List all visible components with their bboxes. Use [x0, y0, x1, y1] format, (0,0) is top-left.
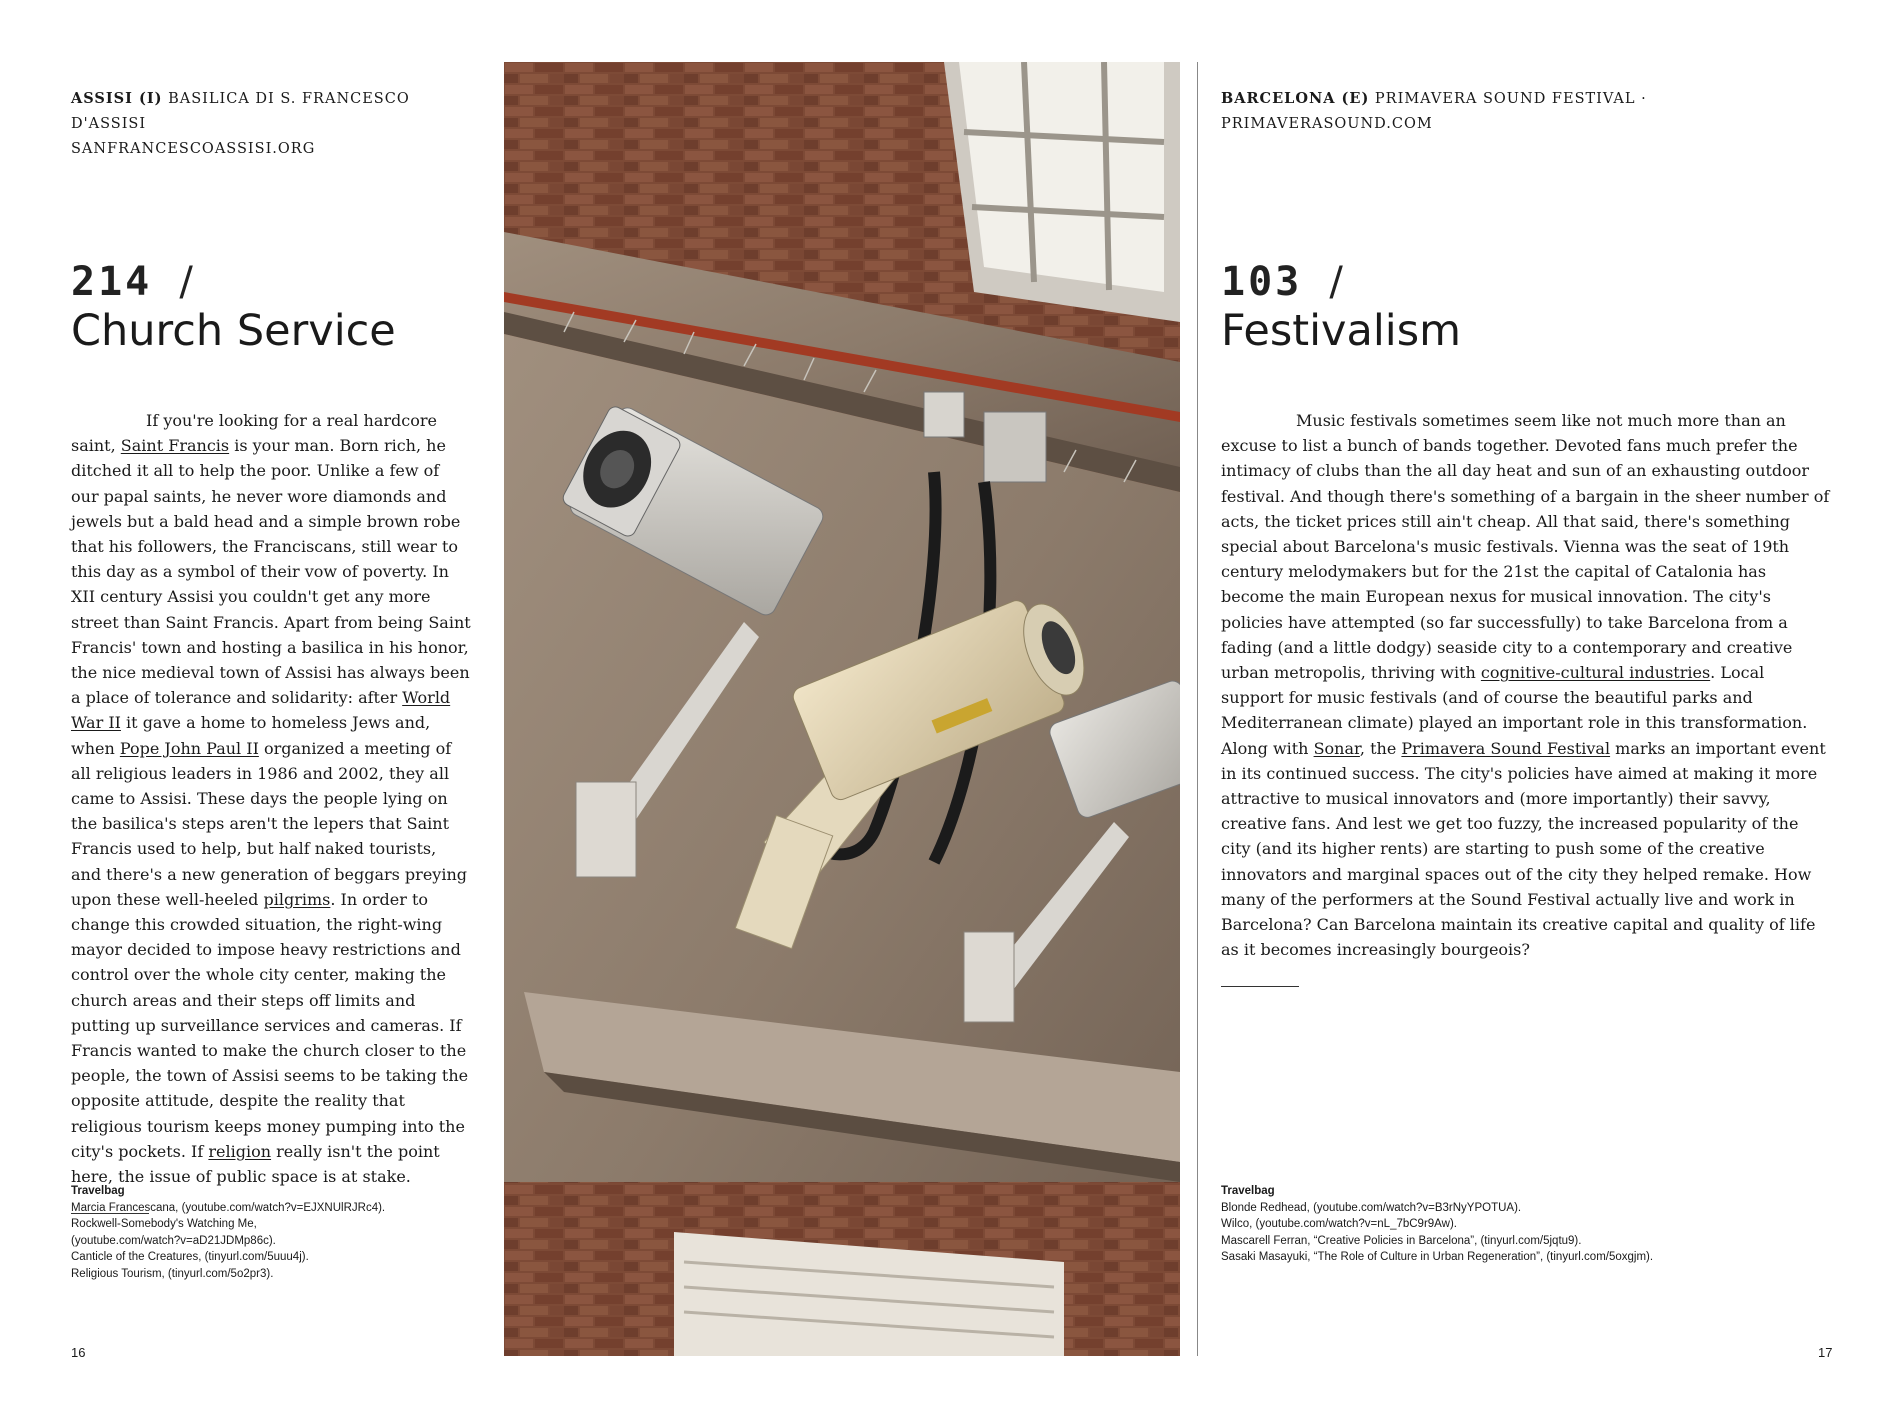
left-header	[71, 86, 471, 162]
left-body-text: is your man. Born rich, he ditched it all to help the poor. Unlike a few of our papal saints, he never wore diamonds and jewels but a bald head and a simple brown robe that his followers, the Franciscans, still wear to this day as a symbol of their vow of poverty. In XII century Assisi you couldn't get any more street than Saint Francis. Apart from being Saint Francis' town and hosting a basilica in his honor, the nice medieval town of Assisi has always been a place of tolerance and solidarity: after	[71, 436, 471, 708]
right-travelbag	[1221, 1183, 1841, 1266]
left-travelbag-item: (youtube.com/watch?v=aD21JDMp86c).	[71, 1234, 276, 1247]
right-travelbag-title: Travelbag	[1221, 1185, 1275, 1197]
right-travelbag-item: Mascarell Ferran, “Creative Policies in Barcelona”, (tinyurl.com/5jqtu9).	[1221, 1234, 1582, 1247]
right-article-title: Festivalism	[1221, 306, 1462, 356]
right-article-number-line	[1221, 260, 1831, 304]
left-article-body	[71, 408, 471, 1189]
left-article-number-line	[71, 260, 471, 304]
right-travelbag-item: Wilco, (youtube.com/watch?v=nL_7bC9r9Aw).	[1221, 1218, 1457, 1231]
left-body-text: . In order to change this crowded situation, the right-wing mayor decided to impose heavy restrictions and control over the whole city center, making the church areas and their steps off limits and putting up surveillance services and cameras. If Francis wanted to make the church closer to the people, the town of Assisi seems to be taking the opposite attitude, despite the reality that religious tourism keeps money pumping into the city's pockets. If	[71, 889, 469, 1161]
right-body-paragraph	[1221, 408, 1831, 962]
right-page-number: 17	[1818, 1345, 1833, 1360]
left-travelbag-item: Canticle of the Creatures, (tinyurl.com/5uuu4j).	[71, 1251, 309, 1264]
right-body-text: Music festivals sometimes seem like not much more than an excuse to list a bunch of bands together. Devoted fans much prefer the intimacy of clubs than the all day heat and sun of an exhausting outdoor festival. And though there's something of a bargain in the sheer number of acts, the ticket prices still ain't cheap. All that said, there's something special about Barcelona's music festivals. Vienna was the seat of 19th century melodymakers but for the 21st the capital of Catalonia has become the main European nexus for musical innovation. The city's policies have attempted (so far successfully) to take Barcelona from a fading (and a little dodgy) seaside city to a contemporary and creative urban metropolis, thriving with	[1221, 411, 1830, 683]
left-slash: /	[179, 259, 193, 305]
left-body-paragraph	[71, 408, 471, 1189]
left-travelbag	[71, 1183, 491, 1283]
left-article-title: Church Service	[71, 306, 396, 356]
right-article-number: 103	[1221, 259, 1303, 305]
right-header	[1221, 86, 1831, 137]
left-body-text: organized a meeting of all religious leaders in 1986 and 2002, they all came to Assisi. These days the people lying on the basilica's steps aren't the lepers that Saint Francis used to help, but half naked tourists, and there's a new generation of beggars preying upon these well-heeled	[71, 738, 467, 909]
right-divider-rule	[1221, 986, 1299, 987]
left-article	[71, 86, 471, 1214]
left-body-text: If you're looking for a real hardcore saint,	[71, 411, 437, 456]
left-article-number: 214	[71, 259, 153, 305]
right-body-text: , the	[1359, 738, 1402, 758]
right-article	[1221, 86, 1831, 987]
photo-illustration	[504, 62, 1180, 1356]
left-header-place: BASILICA DI S. FRANCESCO D'ASSISI	[71, 91, 410, 132]
left-body-link[interactable]: religion	[208, 1141, 272, 1161]
left-header-location: ASSISI (I)	[71, 90, 163, 107]
right-article-body	[1221, 408, 1831, 962]
left-body-link[interactable]: Pope John Paul II	[119, 738, 259, 758]
right-body-text: marks an important event in its continued success. The city's policies have aimed at making it more attractive to musical innovators and (more importantly) their savvy, creative fans. And lest we get too fuzzy, the increased popularity of the city (and its higher rents) are starting to push some of the creative innovators and marginal spaces out of the city they helped remake. How many of the performers at the Sound Festival actually live and work in Barcelona? Can Barcelona maintain its creative capital and quality of life as it becomes increasingly bourgeois?	[1221, 738, 1826, 960]
right-body-link[interactable]: Sonar	[1313, 738, 1360, 758]
right-header-place: PRIMAVERA SOUND FESTIVAL · PRIMAVERASOUND.COM	[1221, 91, 1647, 132]
right-travelbag-item: Sasaki Masayuki, “The Role of Culture in Urban Regeneration”, (tinyurl.com/5oxgjm).	[1221, 1251, 1654, 1264]
left-body-link[interactable]: pilgrims	[263, 889, 331, 909]
right-travelbag-item: Blonde Redhead, (youtube.com/watch?v=B3rNyYPOTUA).	[1221, 1201, 1522, 1214]
right-slash: /	[1329, 259, 1343, 305]
left-travelbag-item: Religious Tourism, (tinyurl.com/5o2pr3).	[71, 1267, 274, 1280]
left-travelbag-title: Travelbag	[71, 1185, 125, 1197]
right-body-link[interactable]: cognitive-cultural industries	[1480, 663, 1711, 683]
left-travelbag-item: Rockwell-Somebody's Watching Me,	[71, 1218, 257, 1231]
surveillance-cameras-photo	[504, 62, 1180, 1356]
right-header-location: BARCELONA (E)	[1221, 90, 1370, 107]
left-page-number: 16	[71, 1345, 86, 1360]
left-body-link[interactable]: Saint Francis	[120, 436, 230, 456]
right-body-text: . Local support for music festivals (and of course the beautiful parks and Mediterranean climate) played an important role in this transformation. Along with	[1221, 663, 1808, 758]
left-header-url[interactable]: SANFRANCESCOASSISI.ORG	[71, 141, 316, 157]
left-body-link[interactable]: World War II	[71, 688, 451, 733]
left-body-text: it gave a home to homeless Jews and, when	[71, 713, 431, 758]
page-gutter-divider	[1197, 62, 1198, 1356]
left-travelbag-item: Marcia Francescana, (youtube.com/watch?v=EJXNUlRJRc4).	[71, 1201, 386, 1214]
right-body-link[interactable]: Primavera Sound Festival	[1401, 738, 1611, 758]
left-body-text: really isn't the point here, the issue of public space is at stake.	[71, 1141, 440, 1187]
